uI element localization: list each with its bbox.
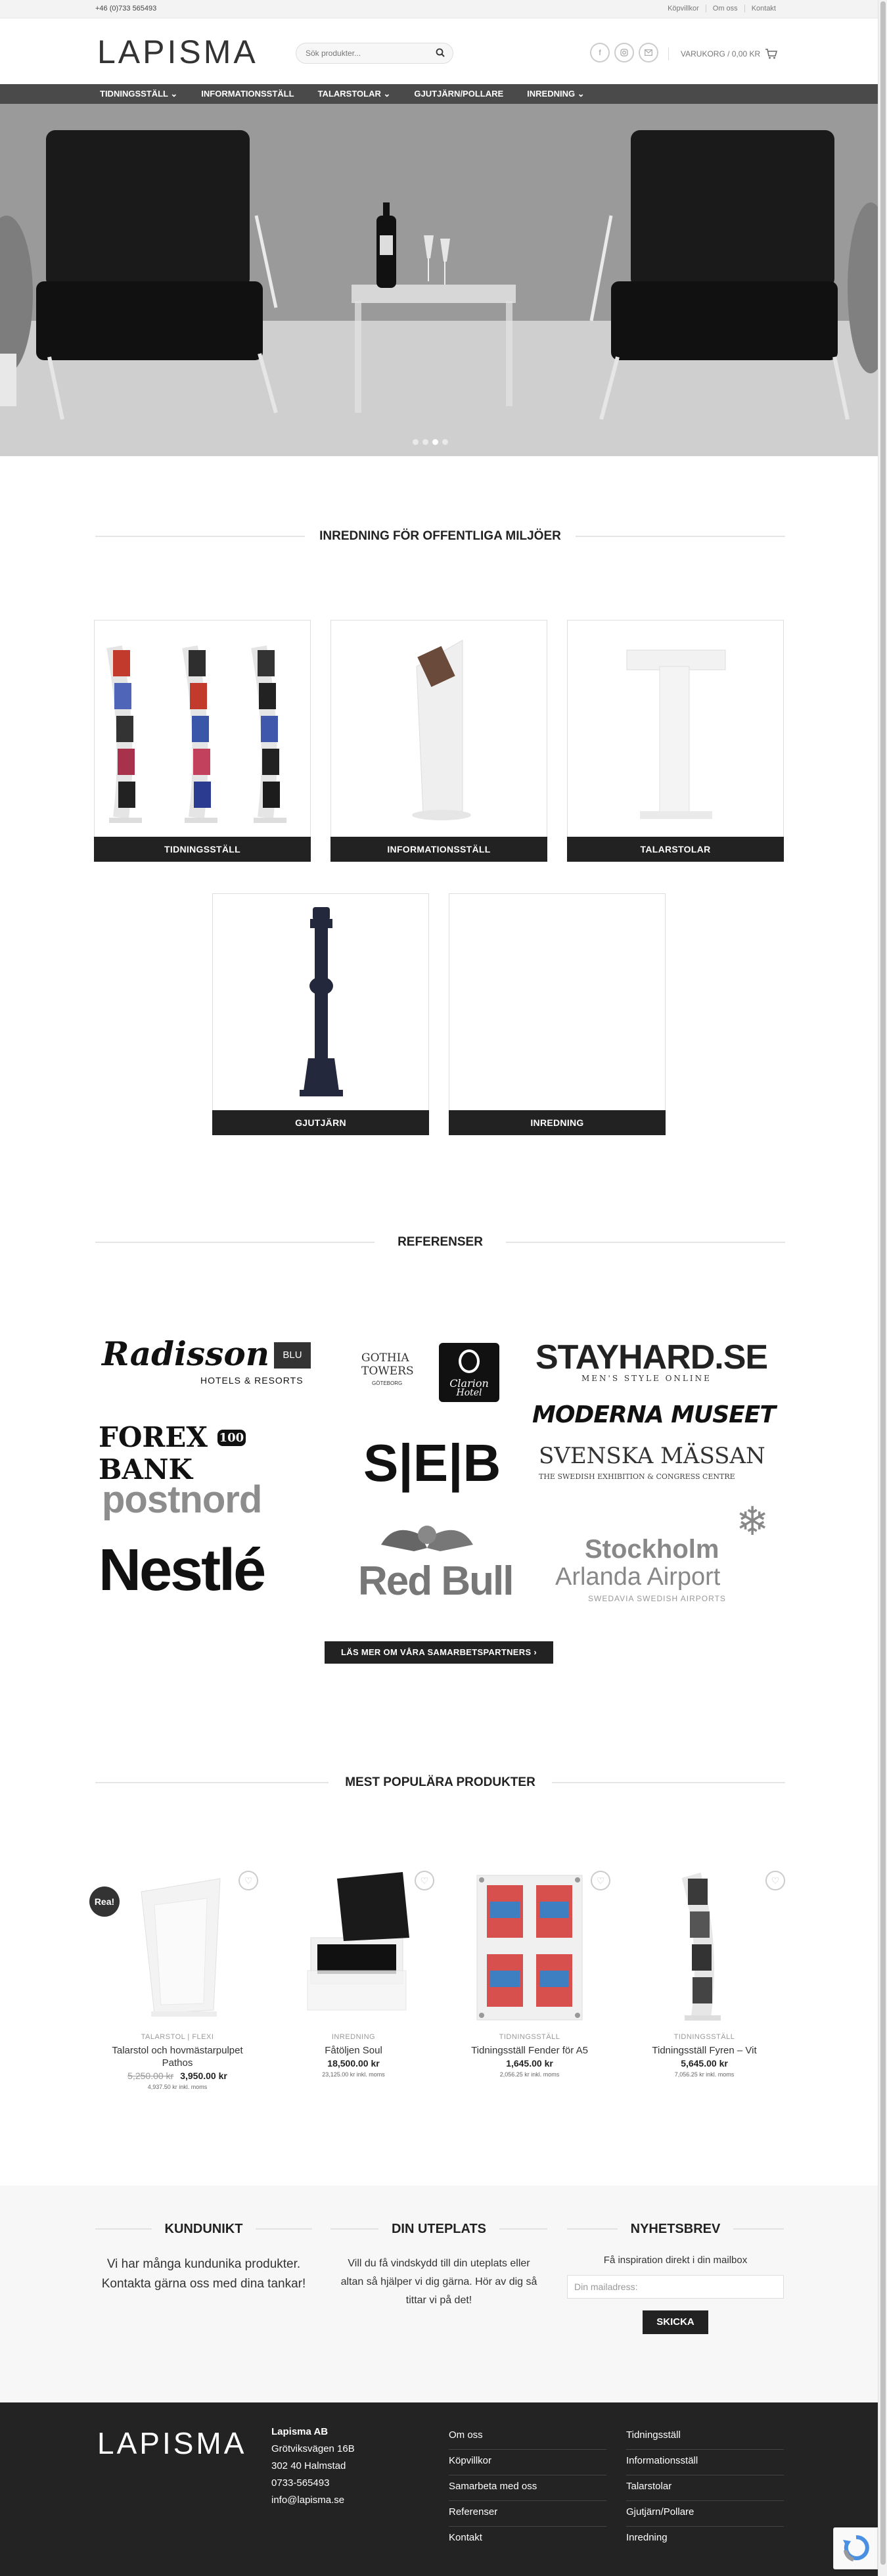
snowflake-icon: ❄ [736, 1499, 769, 1543]
top-bar-phone[interactable]: +46 (0)733 565493 [95, 5, 157, 12]
footer-links-company [449, 2424, 606, 2552]
product-image[interactable] [95, 1865, 260, 2027]
footer-link[interactable]: Talarstolar [626, 2475, 784, 2501]
product-name[interactable]: Tidningsställ Fyren – Vit [652, 2045, 757, 2056]
product-price: 18,500.00 kr [327, 2058, 380, 2069]
social-links [590, 43, 658, 62]
link-kopvillkor[interactable]: Köpvillkor [668, 5, 699, 12]
email-field[interactable]: Din mailadress: [567, 2275, 784, 2299]
footer-link[interactable]: Referenser [449, 2501, 606, 2527]
product-category: TALARSTOL | FLEXI [141, 2033, 214, 2041]
wishlist-heart-icon[interactable]: ♡ [591, 1871, 610, 1890]
moderna-museet-logo: MODERNA MUSEET [532, 1401, 775, 1428]
nav-informationsstall[interactable]: INFORMATIONSSTÄLL [201, 89, 294, 99]
references-heading [95, 1235, 785, 1248]
scrollbar[interactable] [878, 0, 887, 2576]
instagram-icon[interactable] [614, 43, 634, 62]
slider-dot[interactable] [442, 439, 448, 445]
footer-links-products [626, 2424, 784, 2552]
stayhard-logo: STAYHARD.SE MEN'S STYLE ONLINE [535, 1338, 768, 1383]
categories-heading [95, 529, 785, 542]
cart-link[interactable] [668, 47, 777, 60]
arlanda-logo: Stockholm Arlanda Airport SWEDAVIA SWEDISH AIRPORTS ❄ [555, 1499, 769, 1603]
nav-talarstolar[interactable]: TALARSTOLAR ⌄ [317, 89, 391, 99]
old-price: 5,250.00 kr [127, 2071, 174, 2081]
product-card[interactable] [271, 1865, 436, 2089]
redbull-logo: Red Bull [358, 1518, 522, 1610]
product-image[interactable] [271, 1865, 436, 2027]
inredning-image [449, 894, 665, 1110]
sale-badge: Rea! [89, 1886, 120, 1917]
cart-icon [765, 49, 777, 59]
informationsstall-image [331, 621, 547, 837]
category-tile-tidningsstall[interactable] [94, 620, 311, 862]
products-title: MEST POPULÄRA PRODUKTER [330, 1775, 550, 1789]
product-category: TIDNINGSSTÄLL [499, 2033, 560, 2041]
uteplats-column [330, 2222, 547, 2310]
search-input[interactable] [306, 43, 430, 63]
uteplats-title: DIN UTEPLATS [378, 2222, 499, 2236]
nav-gjutjarn-pollare[interactable]: GJUTJÄRN/POLLARE [414, 89, 504, 99]
footer-link[interactable]: Inredning [626, 2532, 668, 2543]
nav-inredning[interactable]: INREDNING ⌄ [527, 89, 585, 99]
category-tile-inredning[interactable] [449, 893, 666, 1135]
product-category: INREDNING [331, 2033, 376, 2041]
top-bar-links [661, 5, 783, 12]
categories-title: INREDNING FÖR OFFENTLIGA MILJÖER [305, 529, 576, 543]
footer-link[interactable]: Informationsställ [626, 2450, 784, 2475]
reference-logos [95, 1308, 785, 1617]
postnord-logo: postnord [102, 1478, 262, 1521]
product-name[interactable]: Tidningsställ Fender för A5 [471, 2045, 588, 2056]
product-vat: 4,937.50 kr inkl. moms [147, 2084, 208, 2090]
slider-dot[interactable] [422, 439, 428, 445]
cart-label: VARUKORG / 0,00 KR [681, 49, 761, 59]
recaptcha-icon [834, 2528, 878, 2570]
gjutjarn-image [213, 894, 428, 1110]
product-price: 5,645.00 kr [681, 2058, 728, 2069]
product-card[interactable] [95, 1865, 260, 2089]
category-tile-talarstolar[interactable] [567, 620, 784, 862]
tidningsstall-image [95, 621, 310, 837]
search-box [296, 43, 453, 64]
uteplats-text: Vill du få vindskydd till din uteplats eller altan så hjälper vi dig gärna. Hör av dig så tittar vi på det! [340, 2258, 537, 2306]
category-label[interactable]: TALARSTOLAR [567, 837, 784, 862]
kundunikt-column [95, 2222, 312, 2294]
product-vat: 2,056.25 kr inkl. moms [499, 2071, 560, 2078]
talarstolar-image [568, 621, 783, 837]
footer-link[interactable]: Gjutjärn/Pollare [626, 2501, 784, 2527]
category-tile-informationsstall[interactable] [330, 620, 547, 862]
product-image[interactable] [622, 1865, 786, 2027]
product-card[interactable] [447, 1865, 612, 2089]
hero-slider[interactable] [0, 104, 878, 456]
footer-link[interactable]: Tidningsställ [626, 2424, 784, 2450]
category-tile-gjutjarn[interactable] [212, 893, 429, 1135]
product-vat: 7,056.25 kr inkl. moms [674, 2071, 735, 2078]
product-vat: 23,125.00 kr inkl. moms [322, 2071, 385, 2078]
product-image[interactable] [447, 1865, 612, 2027]
slider-dots [413, 439, 448, 445]
header [0, 18, 878, 84]
kundunikt-text: Vi har många kundunika produkter. Kontakta gärna oss med dina tankar! [101, 2257, 306, 2291]
nav-tidningsstall[interactable]: TIDNINGSSTÄLL ⌄ [100, 89, 178, 99]
category-label[interactable]: TIDNINGSSTÄLL [94, 837, 311, 862]
slider-dot-active[interactable] [432, 439, 438, 445]
scrollbar-thumb[interactable] [880, 1, 886, 2565]
category-label[interactable]: GJUTJÄRN [212, 1110, 429, 1135]
site-logo[interactable]: LAPISMA [97, 34, 258, 70]
facebook-icon[interactable]: f [590, 43, 610, 62]
forex-bank-logo: FOREX 100 BANK [99, 1421, 332, 1461]
footer-link[interactable]: Om oss [449, 2424, 606, 2450]
footer-logo[interactable]: LAPISMA [97, 2426, 247, 2460]
references-title: REFERENSER [383, 1235, 497, 1249]
nestle-logo: Nestlé [99, 1537, 265, 1603]
product-name[interactable]: Fåtöljen Soul [325, 2045, 382, 2056]
newsletter-title: NYHETSBREV [618, 2222, 734, 2236]
radisson-logo: Radisson BLU HOTELS & RESORTS [102, 1334, 319, 1393]
gothia-clarion-logo: GOTHIA TOWERS GÖTEBORG Clarion Hotel [361, 1340, 512, 1412]
info-section [0, 2186, 878, 2402]
newsletter-column [567, 2222, 784, 2334]
partners-button[interactable]: LÄS MER OM VÅRA SAMARBETSPARTNERS › [325, 1641, 553, 1664]
email-icon[interactable] [639, 43, 658, 62]
footer-address: Lapisma AB Grötviksvägen 16B 302 40 Halmstad 0733-565493 info@lapisma.se [271, 2426, 355, 2506]
hero-image [0, 104, 878, 456]
main-nav [0, 84, 878, 104]
footer-email-link[interactable]: info@lapisma.se [271, 2494, 345, 2506]
category-label[interactable]: INREDNING [449, 1110, 666, 1135]
kundunikt-title: KUNDUNIKT [152, 2222, 256, 2236]
footer-link[interactable]: Samarbeta med oss [449, 2475, 606, 2501]
footer [0, 2402, 878, 2576]
recaptcha-badge[interactable] [833, 2527, 878, 2569]
newsletter-text: Få inspiration direkt i din mailbox [603, 2255, 748, 2266]
product-card[interactable] [622, 1865, 786, 2089]
wishlist-heart-icon[interactable]: ♡ [765, 1871, 785, 1890]
product-price: 5,250.00 kr 3,950.00 kr [127, 2071, 227, 2081]
search-icon[interactable] [436, 48, 445, 57]
product-name[interactable]: Talarstol och hovmästarpulpet Pathos [112, 2045, 243, 2069]
products-heading [95, 1775, 785, 1789]
wishlist-heart-icon[interactable]: ♡ [415, 1871, 434, 1890]
product-category: TIDNINGSSTÄLL [673, 2033, 735, 2041]
subscribe-button[interactable]: SKICKA [643, 2310, 708, 2334]
wishlist-heart-icon[interactable]: ♡ [239, 1871, 258, 1890]
product-price: 1,645.00 kr [506, 2058, 553, 2069]
link-kontakt[interactable]: Kontakt [744, 5, 783, 12]
link-om-oss[interactable]: Om oss [706, 5, 744, 12]
category-label[interactable]: INFORMATIONSSTÄLL [330, 837, 547, 862]
seb-logo: S|E|B [363, 1434, 501, 1492]
svenska-massan-logo: SVENSKA MÄSSAN THE SWEDISH EXHIBITION & CONGRESS CENTRE [539, 1443, 765, 1481]
footer-link[interactable]: Kontakt [449, 2532, 482, 2543]
slider-dot[interactable] [413, 439, 419, 445]
footer-link[interactable]: Köpvillkor [449, 2450, 606, 2475]
top-bar [0, 0, 878, 18]
